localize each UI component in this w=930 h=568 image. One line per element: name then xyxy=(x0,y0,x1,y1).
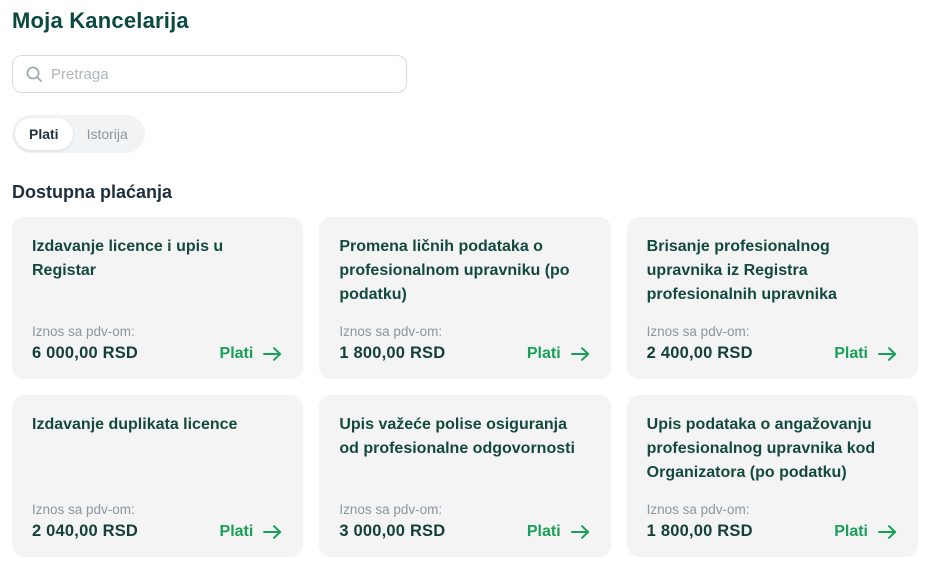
amount-value: 2 040,00 RSD xyxy=(32,522,139,540)
amount-row xyxy=(32,522,283,541)
amount-label: Iznos sa pdv-om: xyxy=(646,324,750,339)
search-icon xyxy=(25,65,43,83)
amount-value: 2 400,00 RSD xyxy=(646,344,753,362)
amount-value: 6 000,00 RSD xyxy=(32,344,139,362)
payment-card-title: Upis podataka o angažovanju profesionalnog upravnika kod Organizatora (po podatku) xyxy=(646,416,876,481)
payment-card-title: Upis važeće polise osiguranja od profesionalne odgovornosti xyxy=(339,416,575,457)
search-input[interactable] xyxy=(51,66,394,83)
arrow-right-icon xyxy=(262,524,283,540)
pay-button[interactable] xyxy=(834,345,898,363)
arrow-right-icon xyxy=(570,524,591,540)
amount-row xyxy=(339,522,590,541)
payment-card-title: Izdavanje duplikata licence xyxy=(32,416,238,433)
amount-row xyxy=(32,344,283,363)
payment-card-title: Izdavanje licence i upis u Registar xyxy=(32,238,224,279)
payment-card xyxy=(319,217,610,379)
pay-button-label: Plati xyxy=(219,522,254,540)
amount-label: Iznos sa pdv-om: xyxy=(646,502,750,517)
section-heading: Dostupna plaćanja xyxy=(12,182,173,202)
amount-value: 1 800,00 RSD xyxy=(646,522,753,540)
amount-value: 3 000,00 RSD xyxy=(339,522,446,540)
tabs xyxy=(12,115,145,153)
pay-button[interactable] xyxy=(220,345,284,363)
pay-button-label: Plati xyxy=(834,344,868,362)
pay-button[interactable] xyxy=(220,523,284,541)
pay-button-label: Plati xyxy=(834,522,868,540)
payment-card-meta xyxy=(647,502,898,541)
tab-istorija[interactable]: Istorija xyxy=(86,126,128,142)
page-title: Moja Kancelarija xyxy=(12,8,189,33)
arrow-right-icon xyxy=(570,346,591,362)
pay-button-label: Plati xyxy=(526,344,561,362)
amount-label: Iznos sa pdv-om: xyxy=(32,502,135,517)
pay-button[interactable] xyxy=(527,345,591,363)
amount-label: Iznos sa pdv-om: xyxy=(339,324,443,339)
amount-row xyxy=(339,344,590,363)
payment-card-title: Brisanje profesionalnog upravnika iz Registra profesionalnih upravnika xyxy=(646,238,837,303)
payment-card-meta xyxy=(339,324,590,363)
payment-card-meta xyxy=(32,502,283,541)
payment-card-meta xyxy=(339,502,590,541)
arrow-right-icon xyxy=(877,524,898,540)
pay-button-label: Plati xyxy=(526,522,561,540)
pay-button[interactable] xyxy=(527,523,591,541)
amount-row xyxy=(647,522,898,541)
amount-label: Iznos sa pdv-om: xyxy=(339,502,443,517)
payment-card xyxy=(319,395,610,557)
arrow-right-icon xyxy=(262,346,283,362)
payment-card-meta xyxy=(647,324,898,363)
payment-cards-grid xyxy=(12,217,918,557)
tab-plati[interactable]: Plati xyxy=(15,118,73,150)
payment-card-meta xyxy=(32,324,283,363)
pay-button-label: Plati xyxy=(219,344,254,362)
amount-value: 1 800,00 RSD xyxy=(339,344,446,362)
payment-card xyxy=(12,395,303,557)
payment-card xyxy=(12,217,303,379)
arrow-right-icon xyxy=(877,346,898,362)
payment-card xyxy=(627,395,918,557)
search-box[interactable] xyxy=(12,55,407,93)
amount-row xyxy=(647,344,898,363)
pay-button[interactable] xyxy=(834,523,898,541)
amount-label: Iznos sa pdv-om: xyxy=(32,324,135,339)
payment-card-title: Promena ličnih podataka o profesionalnom upravniku (po podatku) xyxy=(339,238,570,303)
payment-card xyxy=(627,217,918,379)
